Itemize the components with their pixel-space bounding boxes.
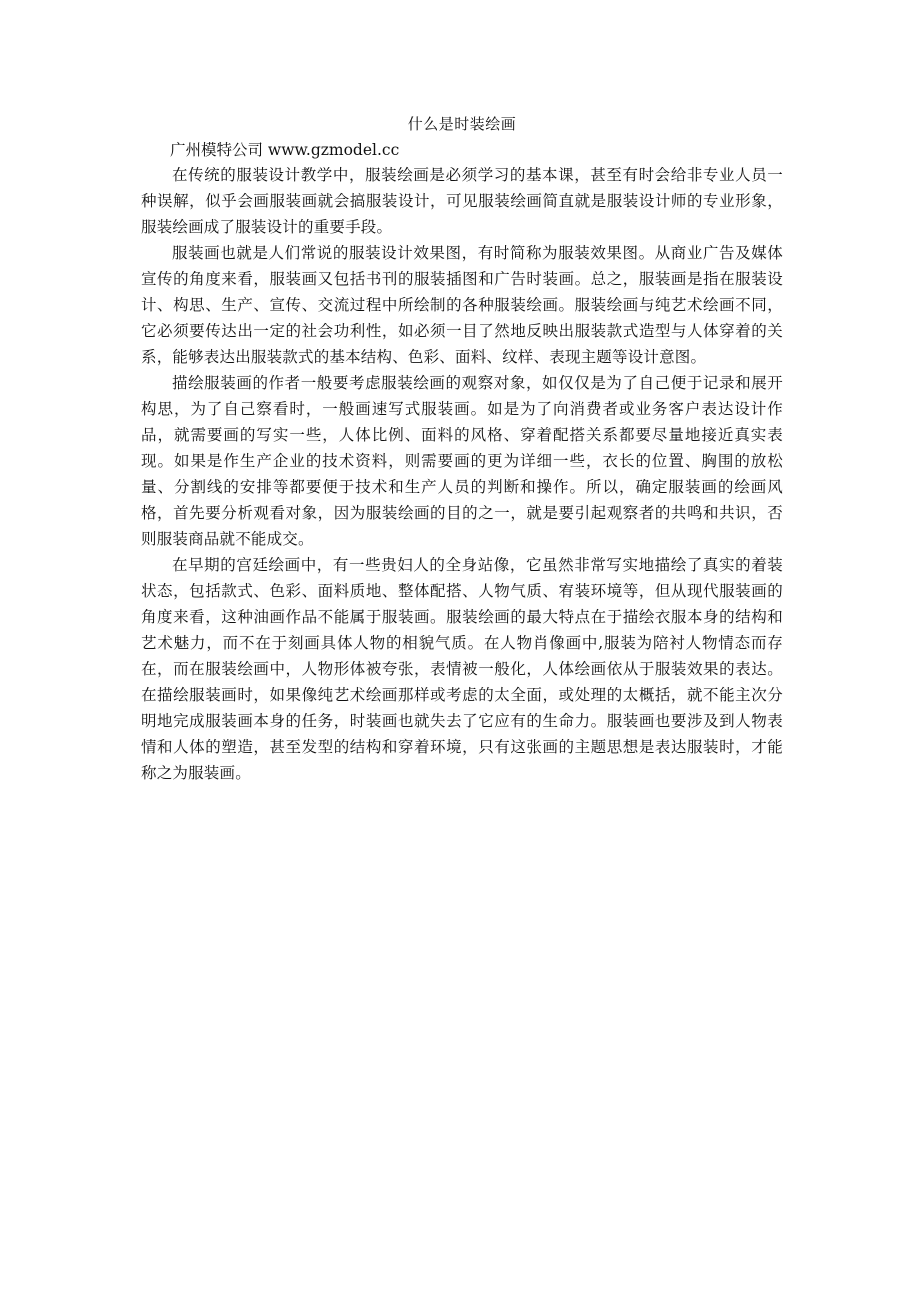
document-page (141, 112, 783, 786)
document-title: 什么是时装绘画 (407, 115, 517, 133)
paragraph-3: 描绘服装画的作者一般要考虑服装绘画的观察对象，如仅仅是为了自己便于记录和展开构思，为了自己察看时，一般画速写式服装画。如是为了向消费者或业务客户表达设计作品，就需要画的写实一些，人体比例、面料的风格、穿着配搭关系都要尽量地接近真实表现。如果是作生产企业的技术资料，则需要画的更为详细一些，衣长的位置、胸围的放松量、分割线的安排等都要便于技术和生产人员的判断和操作。所以，确定服装画的绘画风格，首先要分析观看对象，因为服装绘画的目的之一，就是要引起观察者的共鸣和共识，否则服装商品就不能成交。 (141, 374, 783, 548)
source-line: 广州模特公司 www.gzmodel.cc (170, 141, 400, 159)
paragraph-4: 在早期的宫廷绘画中，有一些贵妇人的全身站像，它虽然非常写实地描绘了真实的着装状态，包括款式、色彩、面料质地、整体配搭、人物气质、宥装环境等，但从现代服装画的角度来看，这种油画作品不能属于服装画。服装绘画的最大特点在于描绘衣服本身的结构和艺术魅力，而不在于刻画具体人物的相貌气质。在人物肖像画中,服装为陪衬人物情态而存在，而在服装绘画中，人物形体被夸张，表情被一般化，人体绘画依从于服装效果的表达。在描绘服装画时，如果像纯艺术绘画那样或考虑的太全面，或处理的太概括，就不能主次分明地完成服装画本身的任务，时装画也就失去了它应有的生命力。服装画也要涉及到人物表情和人体的塑造，甚至发型的结构和穿着环境，只有这张画的主题思想是表达服装时，才能称之为服装画。 (141, 556, 783, 782)
paragraph-1: 在传统的服装设计教学中，服装绘画是必须学习的基本课，甚至有时会给非专业人员一种误解，似乎会画服装画就会搞服装设计，可见服装绘画简直就是服装设计师的专业形象，服装绘画成了服装设计的重要手段。 (141, 166, 783, 236)
paragraph-2: 服装画也就是人们常说的服装设计效果图，有时简称为服装效果图。从商业广告及媒体宣传的角度来看，服装画又包括书刊的服装插图和广告时装画。总之，服装画是指在服装设计、构思、生产、宣传、交流过程中所绘制的各种服装绘画。服装绘画与纯艺术绘画不同，它必须要传达出一定的社会功利性，如必须一目了然地反映出服装款式造型与人体穿着的关系，能够表达出服装款式的基本结构、色彩、面料、纹样、表现主题等设计意图。 (141, 244, 783, 366)
